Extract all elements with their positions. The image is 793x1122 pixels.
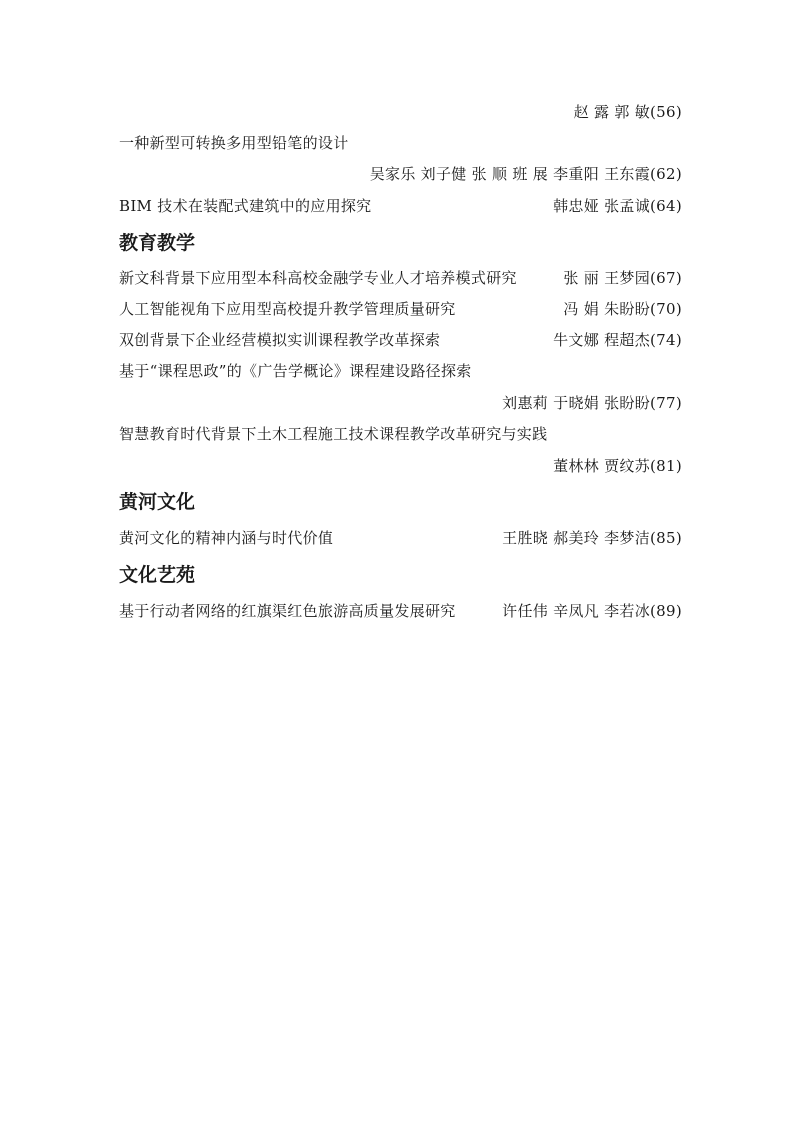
toc-entry: [119, 527, 682, 549]
toc-entry: [119, 329, 682, 351]
toc-entry-authors: 刘惠莉 于晓娟 张盼盼(77): [502, 394, 682, 412]
toc-entry-title: 一种新型可转换多用型铅笔的设计: [119, 134, 349, 152]
toc-entry-authors: 王胜晓 郝美玲 李梦洁(85): [502, 529, 682, 547]
toc-entry-title: 智慧教育时代背景下土木工程施工技术课程教学改革研究与实践: [119, 425, 548, 443]
toc-entry-title: BIM 技术在装配式建筑中的应用探究: [119, 197, 372, 215]
toc-entry-authors: 许任伟 辛凤凡 李若冰(89): [502, 602, 682, 620]
toc-entry-authors: 韩忠娅 张孟诚(64): [553, 197, 682, 215]
toc-entry-title: 双创背景下企业经营模拟实训课程教学改革探索: [119, 331, 441, 349]
toc-entry-authors: 冯 娟 朱盼盼(70): [563, 300, 682, 318]
toc-entry-authors: 董林林 贾纹苏(81): [553, 457, 682, 475]
section-heading-education: 教育教学: [119, 232, 196, 254]
toc-entry-title: 基于行动者网络的红旗渠红色旅游高质量发展研究: [119, 602, 456, 620]
toc-entry: [119, 195, 682, 217]
section-heading-culture-art: 文化艺苑: [119, 564, 196, 586]
toc-entry: [119, 267, 682, 289]
toc-entry-title: 新文科背景下应用型本科高校金融学专业人才培养模式研究: [119, 269, 517, 287]
toc-entry-authors: 吴家乐 刘子健 张 顺 班 展 李重阳 王东霞(62): [369, 165, 682, 183]
toc-entry: [119, 600, 682, 622]
toc-entry-authors: 牛文娜 程超杰(74): [553, 331, 682, 349]
toc-entry-authors: 赵 露 郭 敏(56): [573, 103, 682, 121]
toc-entry-title: 基于“课程思政”的《广告学概论》课程建设路径探索: [119, 362, 472, 380]
toc-entry-authors: 张 丽 王梦园(67): [563, 269, 682, 287]
toc-entry-title: 黄河文化的精神内涵与时代价值: [119, 529, 334, 547]
section-heading-yellow-river: 黄河文化: [119, 491, 196, 513]
toc-entry-title: 人工智能视角下应用型高校提升教学管理质量研究: [119, 300, 456, 318]
toc-entry: [119, 298, 682, 320]
